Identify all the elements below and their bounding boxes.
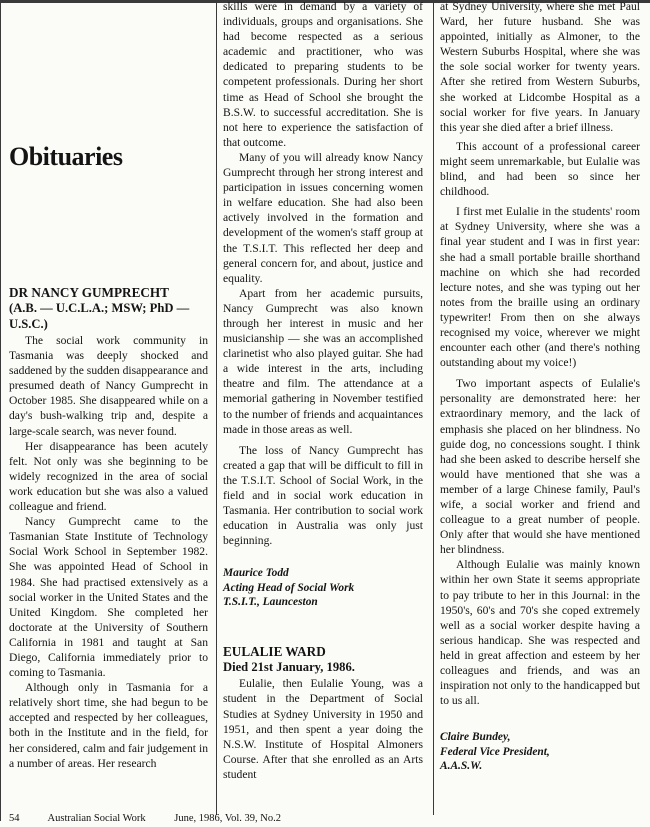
column-2 (223, 0, 423, 782)
column-rule-2 (433, 0, 434, 815)
gumprecht-paragraph-5: skills were in demand by a variety of individuals, groups and organisations. She had become respected as a serious academic and practitioner, who was dedicated to preparing students to be competent professionals. During her short time as Head of School she brought the B.S.W. to successful accreditation. She is not here to experience the satisfaction of that outcome. (223, 0, 423, 149)
ward-died: Died 21st January, 1986. (223, 659, 355, 674)
gumprecht-paragraph-4: Although only in Tasmania for a relatively short time, she had begun to be accepted and respected by her colleagues, both in the Institute and in the field, for her considered, calm and fair judgement in a number of areas. Her research (9, 681, 208, 770)
ward-paragraph-4: I first met Eulalie in the students' room at Sydney University, where she was a final year student and I was in first year: she had a small portable braille shorthand machine on which she had recorded lecture notes, and she was typing out her notes from the braille using an ordinary typewriter! From then on she always recognised my voice, wherever we might encounter each other (and there's nothing outstanding about my voice!) (440, 205, 640, 370)
ward-signature-title: Federal Vice President, (440, 745, 550, 758)
ward-signature-name: Claire Bundey, (440, 731, 511, 744)
gumprecht-paragraph-8: The loss of Nancy Gumprecht has created a gap that will be difficult to fill in the T.S.I.T. School of Social Work, in the field and in social work education in Tasmania. Her contribution to social work education in Australia was only just beginning. (223, 443, 423, 548)
ward-paragraph-6: Although Eulalie was mainly known within her own State it seems appropriate to pay tribute to her in this Journal: in the 1950's, 60's and 70's she coped extremely well as a social worker despite having a serious handicap. She was respected and held in great affection and esteem by her colleagues and friends, and was an inspiration not only to the handicapped but to us all. (440, 558, 640, 708)
gumprecht-paragraph-7: Apart from her academic pursuits, Nancy Gumprecht was also known through her interest in music and her musicianship — she was an accomplished clarinetist who also played guitar. She had a wide interest in the arts, including theatre and film. The attendance at a memorial gathering in November testified to the number of friends and acquaintances made in those areas as well. (223, 286, 423, 436)
gumprecht-signature-name: Maurice Todd (223, 567, 289, 580)
gumprecht-credentials: (A.B. — U.C.L.A.; MSW; PhD — U.S.C.) (9, 301, 190, 331)
gumprecht-signature-place: T.S.I.T., Launceston (223, 596, 318, 609)
gumprecht-paragraph-1: The social work community in Tasmania was deeply shocked and saddened by the sudden disappearance and presumed death of Nancy Gumprecht in October 1985. She disappeared while on a day's bush-walking trip and, despite a large-scale search, was never found. (9, 334, 208, 438)
page-title: Obituaries (9, 142, 123, 171)
issue-info: June, 1986, Vol. 39, No.2 (174, 813, 281, 824)
gumprecht-name: DR NANCY GUMPRECHT (9, 285, 169, 300)
gumprecht-paragraph-2: Her disappearance has been acutely felt. Not only was she beginning to be widely recognized in the area of social work education but she was also a valued colleague and friend. (9, 439, 208, 514)
column-rule-left (0, 0, 1, 821)
ward-signature-org: A.A.S.W. (440, 760, 483, 773)
page-footer (9, 812, 307, 825)
gumprecht-paragraph-3: Nancy Gumprecht came to the Tasmanian State Institute of Technology Social Work School in September 1982. She was appointed Head of School in 1984. She had practised extensively as a social worker in the United States and the United Kingdom. She completed her doctorate at the University of Southern California in 1981 and taught at San Diego, California immediately prior to coming to Tasmania. (9, 515, 208, 680)
ward-paragraph-2: at Sydney University, where she met Paul Ward, her future husband. She was appointed, initially as Almoner, to the Western Suburbs Hospital, where she was the sole social worker for twenty years. After she retired from Western Suburbs, she worked at Lidcombe Hospital as a social worker for five years. In January this year she died after a brief illness. (440, 0, 640, 134)
ward-paragraph-5: Two important aspects of Eulalie's personality are demonstrated here: her extraordinary memory, and the lack of emphasis she placed on her blindness. No guide dog, no concessions sought. I think had she been asked to describe herself she would have mentioned that she was a member of a large Chinese family, Paul's wife, a social worker and friend and colleague to a great number of people. Only after that would she have mentioned her blindness. (440, 377, 640, 557)
gumprecht-paragraph-6: Many of you will already know Nancy Gumprecht through her strong interest and participation in issues concerning women in welfare education. She had also been actively involved in the formation and development of the women's staff group at the T.S.I.T. This reflected her deep and general concern for, and about, justice and equality. (223, 150, 423, 285)
journal-name: Australian Social Work (47, 813, 146, 824)
gumprecht-signature-title: Acting Head of Social Work (223, 581, 355, 594)
column-1 (9, 285, 208, 771)
ward-paragraph-1: Eulalie, then Eulalie Young, was a student in the Department of Social Studies at Sydney University in 1950 and 1951, and then spent a year doing the N.S.W. Institute of Hospital Almoners Course. After that she enrolled as an Arts student (223, 677, 423, 781)
ward-paragraph-3: This account of a professional career might seem unremarkable, but Eulalie was blind, and had been so since her childhood. (440, 139, 640, 199)
page-number: 54 (9, 813, 20, 824)
column-3 (440, 0, 640, 774)
column-rule-1 (216, 0, 217, 815)
ward-name: EULALIE WARD (223, 643, 326, 659)
